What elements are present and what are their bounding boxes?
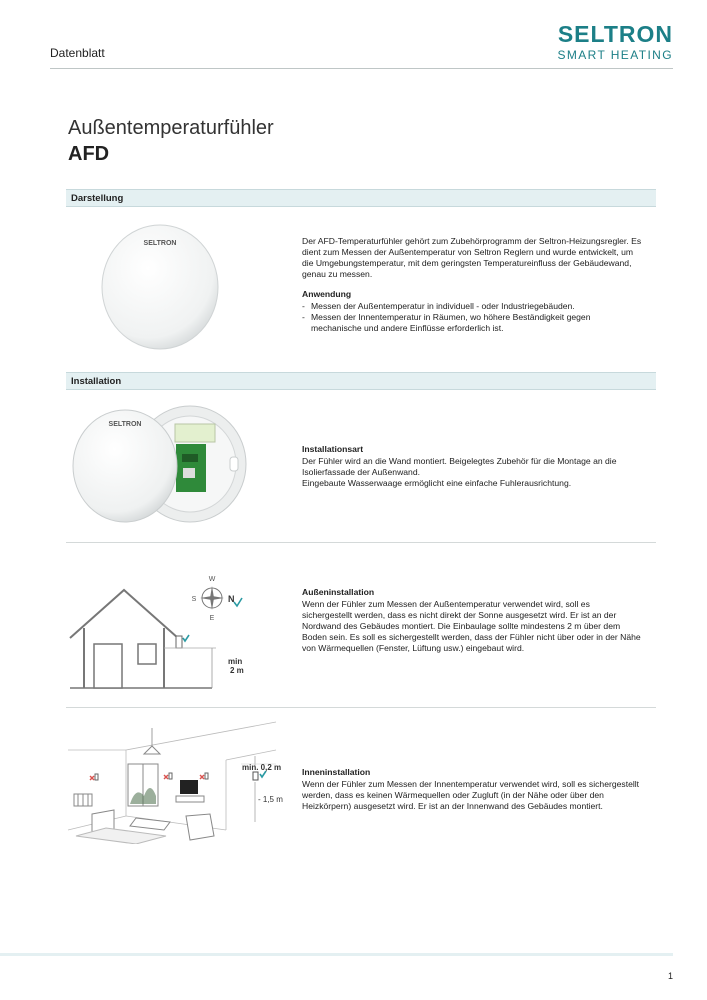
indoor-height-label: - 1,5 m bbox=[258, 795, 283, 804]
compass-north-label: N bbox=[228, 594, 235, 604]
sensor-brand-label: SELTRON bbox=[143, 240, 177, 247]
compass-south-label: S bbox=[191, 596, 197, 603]
page-title: Außentemperaturfühler bbox=[68, 117, 274, 139]
installationsart-text bbox=[302, 444, 642, 489]
list-item: - Messen der Innentemperatur in Räumen, wo höhere Beständigkeit gegen mechanische und andere Einflüsse erforderlich ist. bbox=[302, 312, 642, 334]
page-header bbox=[0, 0, 707, 70]
sensor-brand-label: SELTRON bbox=[108, 421, 142, 428]
list-item: - Messen der Außentemperatur in individuell - oder Industriegebäuden. bbox=[302, 301, 642, 312]
sensor-front-figure bbox=[100, 218, 220, 352]
page-subtitle: AFD bbox=[68, 143, 110, 165]
page-number: 1 bbox=[667, 971, 673, 981]
logo-brand: SELTRON bbox=[557, 21, 673, 47]
sensor-open-figure bbox=[70, 402, 250, 530]
indoor-installation-diagram bbox=[66, 720, 294, 844]
separator bbox=[66, 542, 656, 543]
aussen-heading: Außeninstallation bbox=[302, 587, 375, 597]
compass-icon bbox=[200, 586, 224, 610]
doc-type-label: Datenblatt bbox=[50, 46, 105, 60]
installationsart-text-1: Der Fühler wird an die Wand montiert. Beigelegtes Zubehör für die Montage an die Isolierfassade der Außenwand. bbox=[302, 456, 617, 477]
innen-body: Wenn der Fühler zum Messen der Innentemperatur verwendet wird, soll es sichergestellt werden, dass es keinen Wärmequellen oder Zugluft (in der Nähe oder über den Heizkörpern) ausgesetzt wird. Er ist an der Innenwand des Gebäudes montiert. bbox=[302, 779, 640, 811]
outdoor-installation-diagram bbox=[66, 572, 266, 696]
darstellung-intro: Der AFD-Temperaturfühler gehört zum Zubehörprogramm der Seltron-Heizungsregler. Es dient zum Messen der Außentemperatur von Seltron Reglern und wurde entwickelt, um die Umgebungstemperatur, mit dem geringsten Temperatureinfluss der Gebäudewand, genau zu messen. bbox=[302, 236, 642, 279]
logo-tagline: SMART HEATING bbox=[557, 48, 673, 62]
installationsart-text-2: Eingebaute Wasserwaage ermöglicht eine einfache Fuhlerausrichtung. bbox=[302, 478, 572, 488]
separator bbox=[66, 707, 656, 708]
darstellung-text bbox=[302, 236, 642, 334]
compass-east-label: E bbox=[209, 615, 215, 622]
innen-heading: Inneninstallation bbox=[302, 767, 371, 777]
anwendung-heading: Anwendung bbox=[302, 289, 352, 299]
installationsart-heading: Installationsart bbox=[302, 444, 364, 454]
anwendung-list bbox=[302, 301, 642, 334]
seltron-logo bbox=[557, 22, 673, 62]
section-bar-darstellung: Darstellung bbox=[66, 189, 656, 207]
indoor-min-label: min. 0,2 m bbox=[242, 763, 282, 772]
section-bar-installation: Installation bbox=[66, 372, 656, 390]
outdoor-height-line2: 2 m bbox=[230, 666, 244, 675]
compass-west-label: W bbox=[208, 576, 216, 583]
footer-rule bbox=[0, 953, 673, 956]
innen-text bbox=[302, 767, 642, 812]
aussen-text bbox=[302, 587, 642, 654]
header-rule bbox=[50, 68, 673, 69]
aussen-body: Wenn der Fühler zum Messen der Außentemperatur verwendet wird, soll es sichergestellt werden, dass es nicht direkt der Sonne ausgesetzt wird. Er ist an der Nordwand des Gebäudes montiert. Die Einbaulage sollte mindestens 2 m über dem Boden sein. Es soll es sichergestellt werden, dass der Fühler nicht über oder in der Nähe von Wärmequellen (Fenster, Lüftung usw.) eingebaut wird. bbox=[302, 599, 641, 653]
outdoor-height-line1: min bbox=[228, 657, 243, 666]
